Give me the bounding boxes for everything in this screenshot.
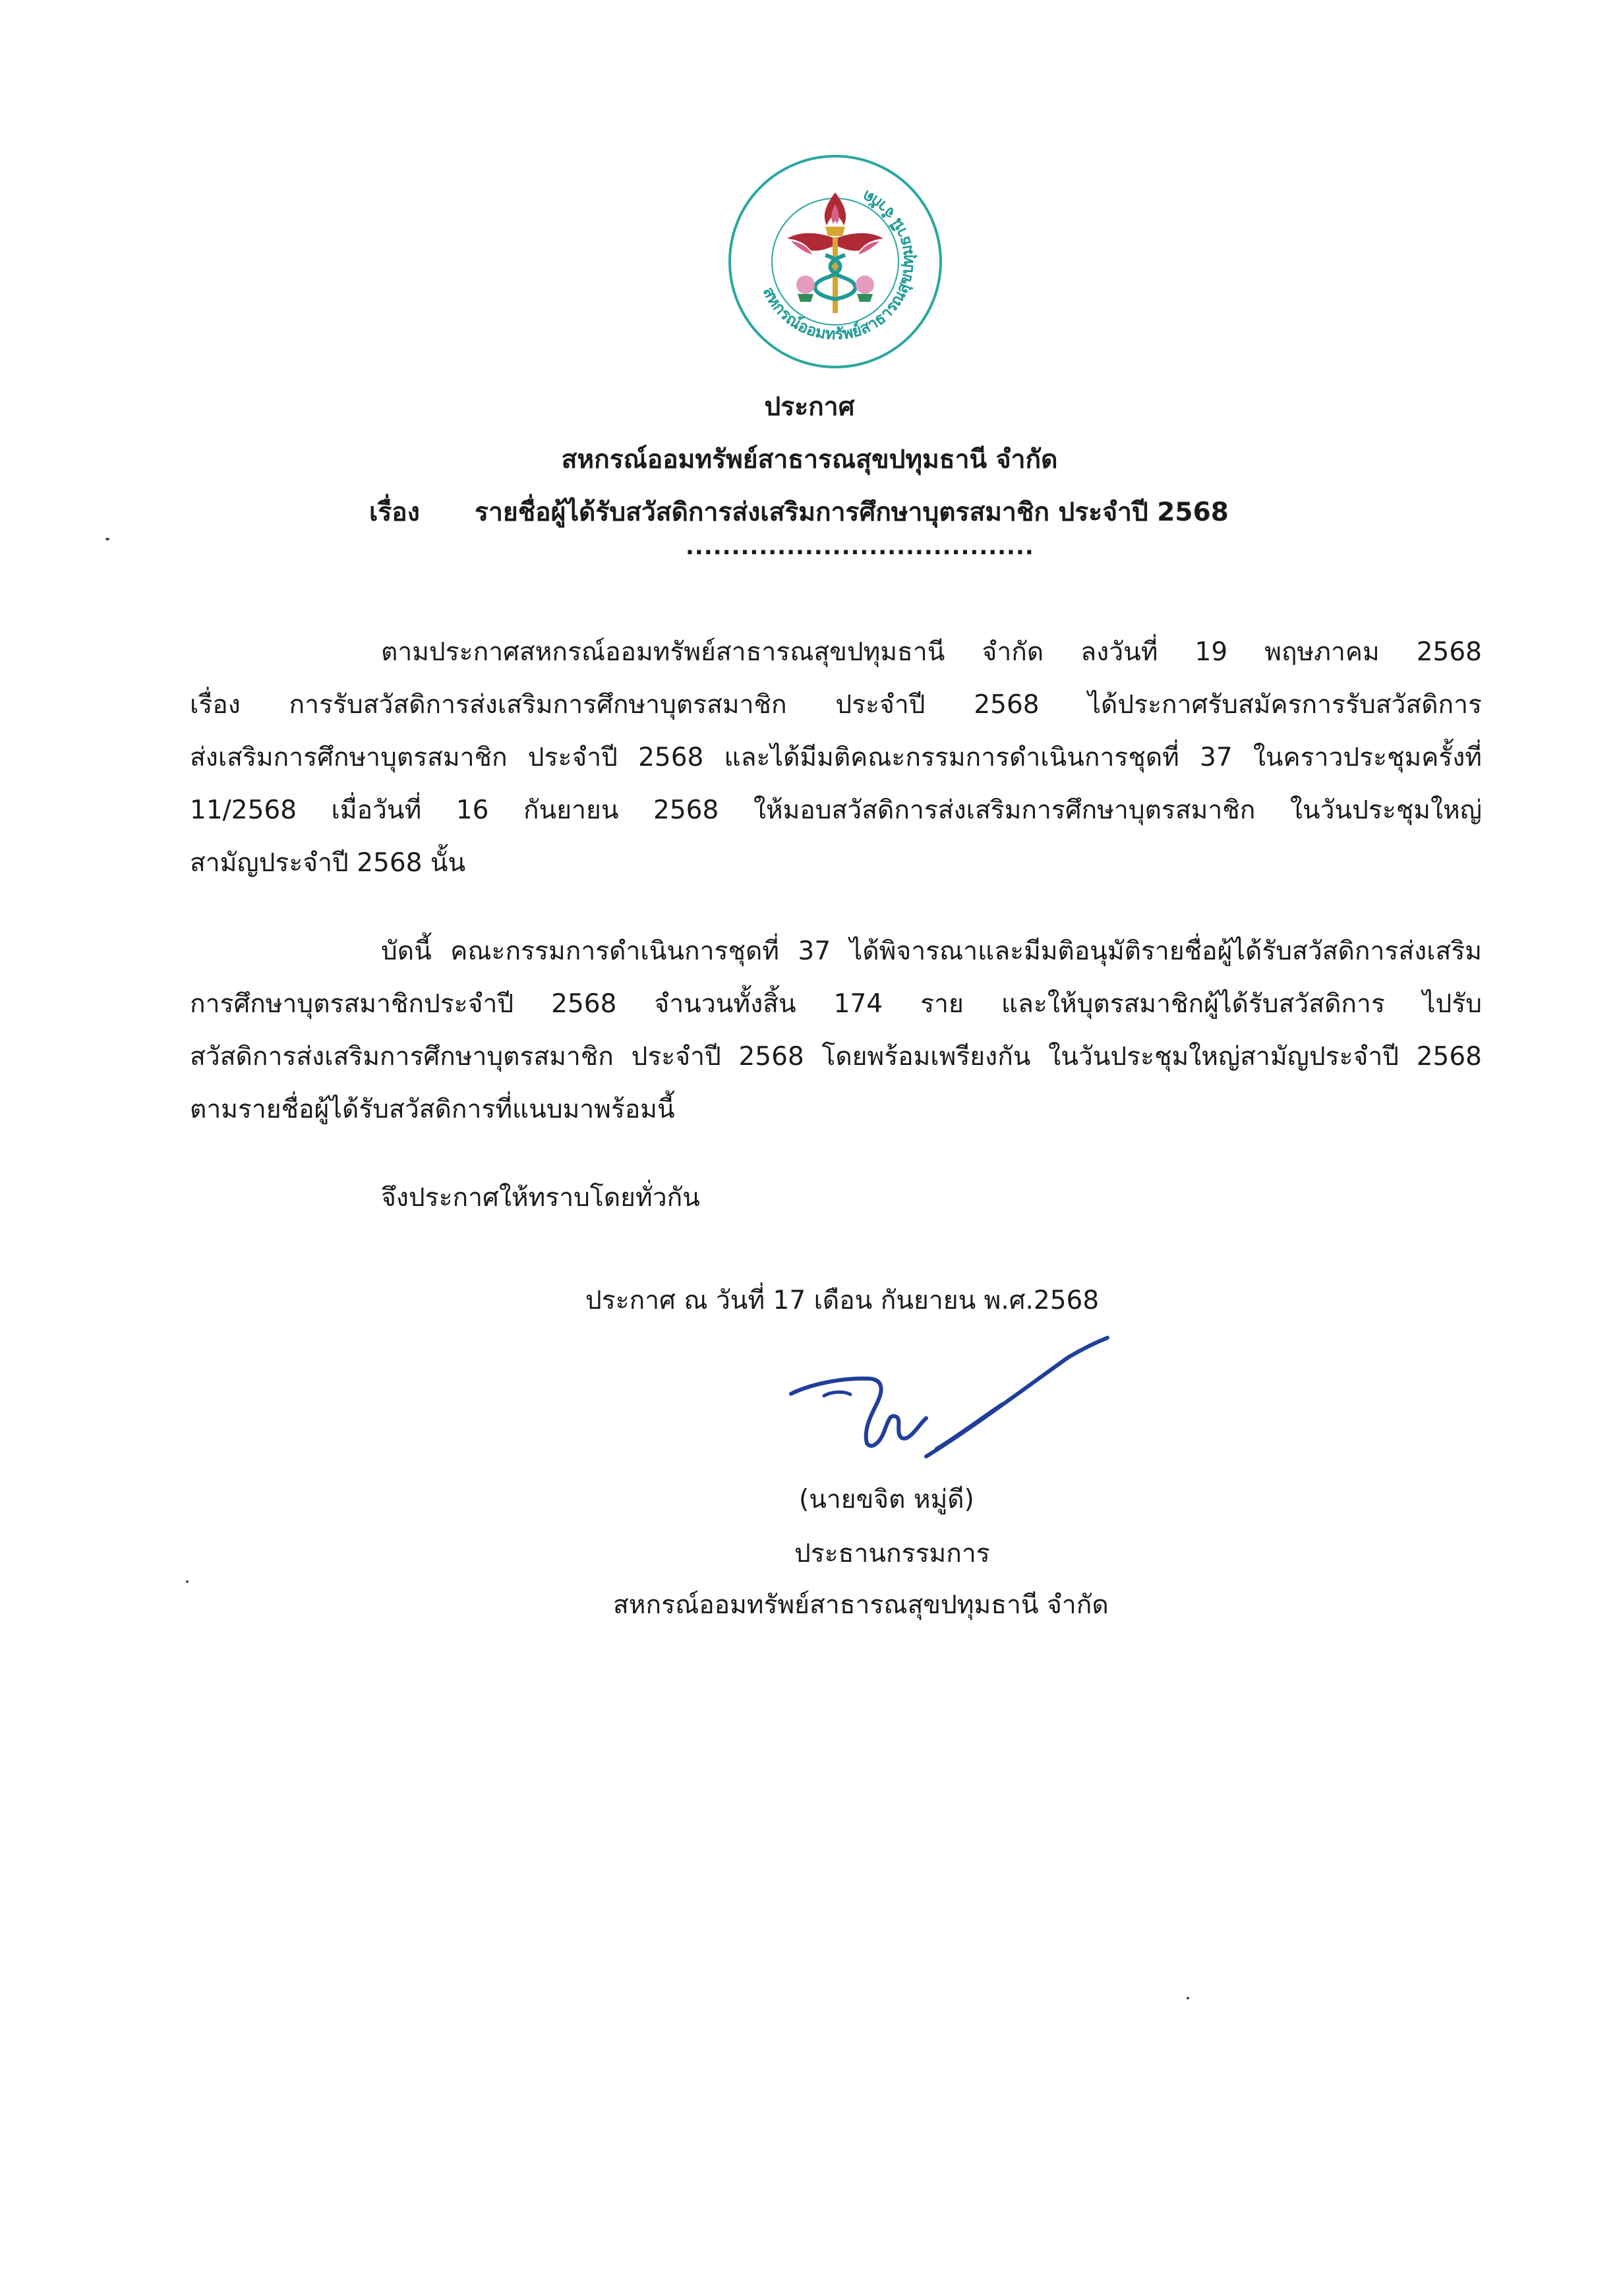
handwritten-signature	[784, 1331, 1127, 1489]
signatory-name: (นายขจิต หมู่ดี)	[799, 1485, 974, 1514]
svg-text:สหกรณ์ออมทรัพย์สาธารณสุขปทุมธา: สหกรณ์ออมทรัพย์สาธารณสุขปทุมธานี จำกัด	[759, 187, 918, 344]
scan-speck	[186, 1580, 189, 1583]
paragraph-line: 11/2568 เมื่อวันที่ 16 กันยายน 2568 ให้มอบสวัสดิการส่งเสริมการศึกษาบุตรสมาชิก ในวันประชุมใหญ่	[190, 795, 1482, 825]
paragraph-line: บัดนี้ คณะกรรมการดำเนินการชุดที่ 37 ได้พิจารณาและมีมติอนุมัติรายชื่อผู้ได้รับสวัสดิการส่งเสริม	[381, 936, 1482, 966]
subject-label: เรื่อง	[369, 498, 420, 527]
paragraph-line: ตามรายชื่อผู้ได้รับสวัสดิการที่แนบมาพร้อมนี้	[190, 1095, 675, 1124]
paragraph-line: สามัญประจำปี 2568 นั้น	[190, 848, 466, 878]
announcement-date: ประกาศ ณ วันที่ 17 เดือน กันยายน พ.ศ.2568	[585, 1286, 1100, 1315]
body-paragraph-2	[190, 925, 1482, 1136]
paragraph-line: สวัสดิการส่งเสริมการศึกษาบุตรสมาชิก ประจำปี 2568 โดยพร้อมเพรียงกัน ในวันประชุมใหญ่สามัญประจำปี 2568	[190, 1042, 1482, 1072]
cooperative-seal-icon	[726, 153, 944, 370]
cooperative-logo	[726, 153, 944, 370]
announcement-title: ประกาศ	[764, 392, 855, 422]
paragraph-line: การศึกษาบุตรสมาชิกประจำปี 2568 จำนวนทั้งสิ้น 174 ราย และให้บุตรสมาชิกผู้ได้รับสวัสดิการ ไปรับ	[190, 989, 1482, 1019]
scan-speck	[105, 538, 109, 540]
scan-speck	[1187, 1997, 1189, 1999]
paragraph-line: ตามประกาศสหกรณ์ออมทรัพย์สาธารณสุขปทุมธานี จำกัด ลงวันที่ 19 พฤษภาคม 2568	[381, 637, 1482, 667]
closing-statement: จึงประกาศให้ทราบโดยทั่วกัน	[381, 1183, 700, 1213]
signature-icon	[784, 1331, 1127, 1489]
signatory-organization: สหกรณ์ออมทรัพย์สาธารณสุขปทุมธานี จำกัด	[613, 1590, 1109, 1620]
paragraph-line: ส่งเสริมการศึกษาบุตรสมาชิก ประจำปี 2568 และได้มีมติคณะกรรมการดำเนินการชุดที่ 37 ในคราวประชุมครั้งที่	[190, 743, 1482, 772]
subject-text: รายชื่อผู้ได้รับสวัสดิการส่งเสริมการศึกษาบุตรสมาชิก ประจำปี 2568	[475, 498, 1229, 527]
signatory-title: ประธานกรรมการ	[794, 1539, 990, 1568]
organization-name: สหกรณ์ออมทรัพย์สาธารณสุขปทุมธานี จำกัด	[561, 445, 1058, 474]
header-separator: ......................................	[686, 534, 1034, 560]
paragraph-line: เรื่อง การรับสวัสดิการส่งเสริมการศึกษาบุตรสมาชิก ประจำปี 2568 ได้ประกาศรับสมัครการรับสวัสดิการ	[190, 690, 1482, 720]
body-paragraph-1	[190, 626, 1482, 890]
subject-line	[369, 486, 1229, 539]
